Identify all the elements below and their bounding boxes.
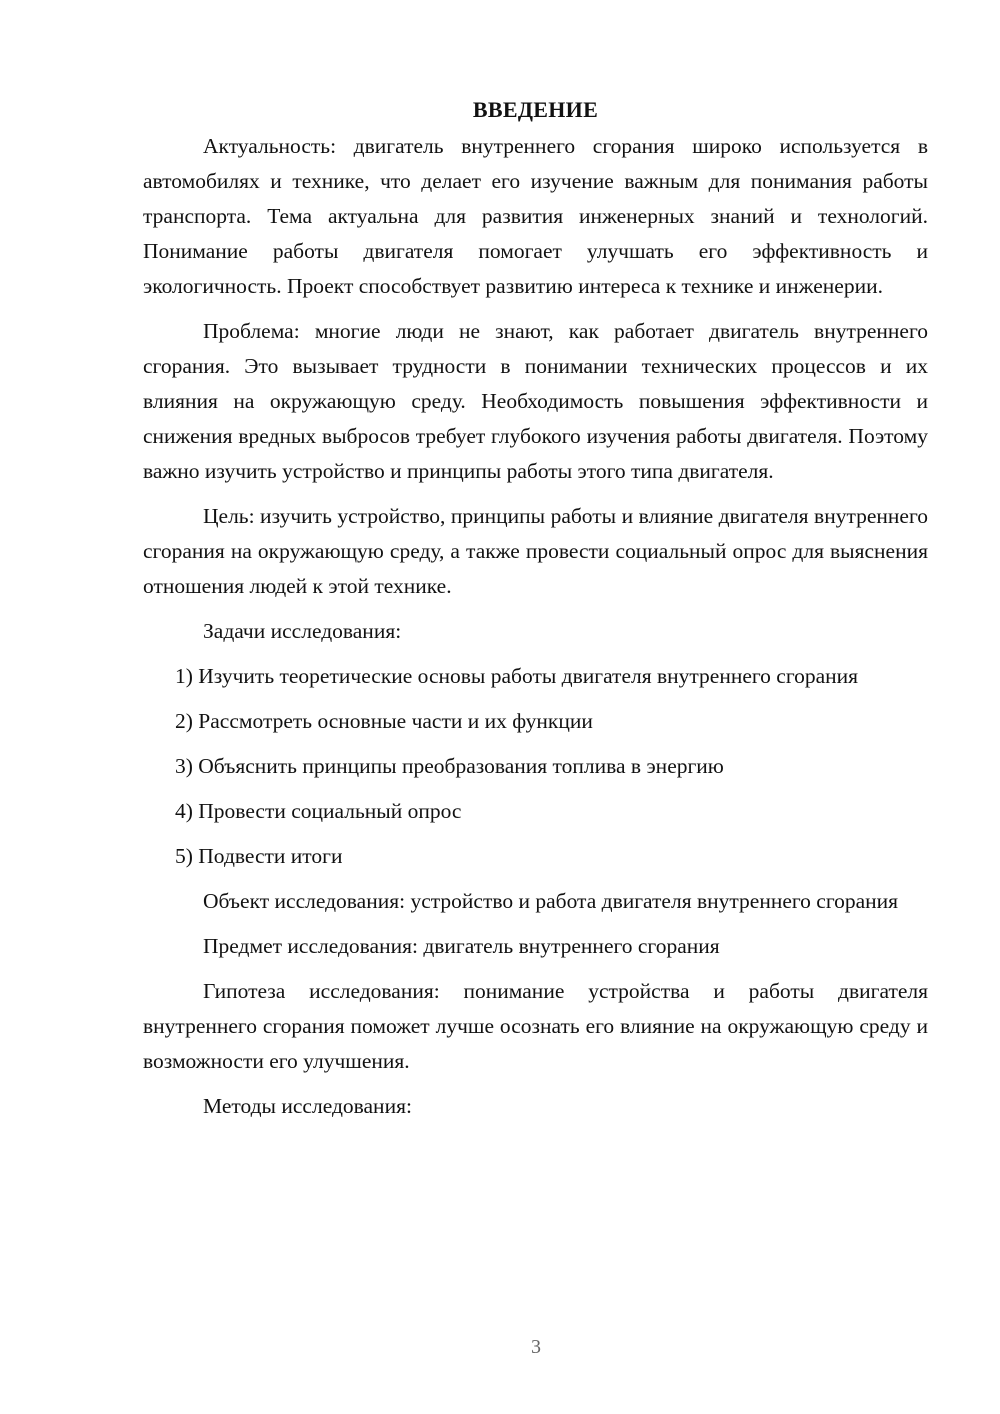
object-paragraph: Объект исследования: устройство и работа двигателя внутреннего сгорания <box>203 889 899 913</box>
hypothesis-paragraph: Гипотеза исследования: понимание устройства и работы двигателя внутреннего сгорания поможет лучше осознать его влияние на окружающую среду и возможности его улучшения. <box>143 979 928 1073</box>
problem-paragraph: Проблема: многие люди не знают, как работает двигатель внутреннего сгорания. Это вызывает трудности в понимании технических процессов и их влияния на окружающую среду. Необходимость повышения эффективности и снижения вредных выбросов требует глубокого изучения работы двигателя. Поэтому важно изучить устройство и принципы работы этого типа двигателя. <box>143 319 928 483</box>
task-item-1: 1) Изучить теоретические основы работы двигателя внутреннего сгорания <box>175 664 859 688</box>
page-content <box>143 95 928 1134</box>
task-item-3: 3) Объяснить принципы преобразования топлива в энергию <box>175 754 724 778</box>
page-number: 3 <box>531 1336 541 1358</box>
tasks-title: Задачи исследования: <box>203 619 402 643</box>
relevance-paragraph: Актуальность: двигатель внутреннего сгорания широко используется в автомобилях и технике, что делает его изучение важным для понимания работы транспорта. Тема актуальна для развития инженерных знаний и технологий. Понимание работы двигателя помогает улучшать его эффективность и экологичность. Проект способствует развитию интереса к технике и инженерии. <box>143 134 928 298</box>
methods-title: Методы исследования: <box>203 1094 412 1118</box>
task-item-5: 5) Подвести итоги <box>175 844 343 868</box>
goal-paragraph: Цель: изучить устройство, принципы работы и влияние двигателя внутреннего сгорания на окружающую среду, а также провести социальный опрос для выяснения отношения людей к этой технике. <box>143 504 928 598</box>
task-item-2: 2) Рассмотреть основные части и их функции <box>175 709 593 733</box>
task-item-4: 4) Провести социальный опрос <box>175 799 462 823</box>
subject-paragraph: Предмет исследования: двигатель внутреннего сгорания <box>203 934 720 958</box>
section-heading: ВВЕДЕНИЕ <box>472 97 599 122</box>
